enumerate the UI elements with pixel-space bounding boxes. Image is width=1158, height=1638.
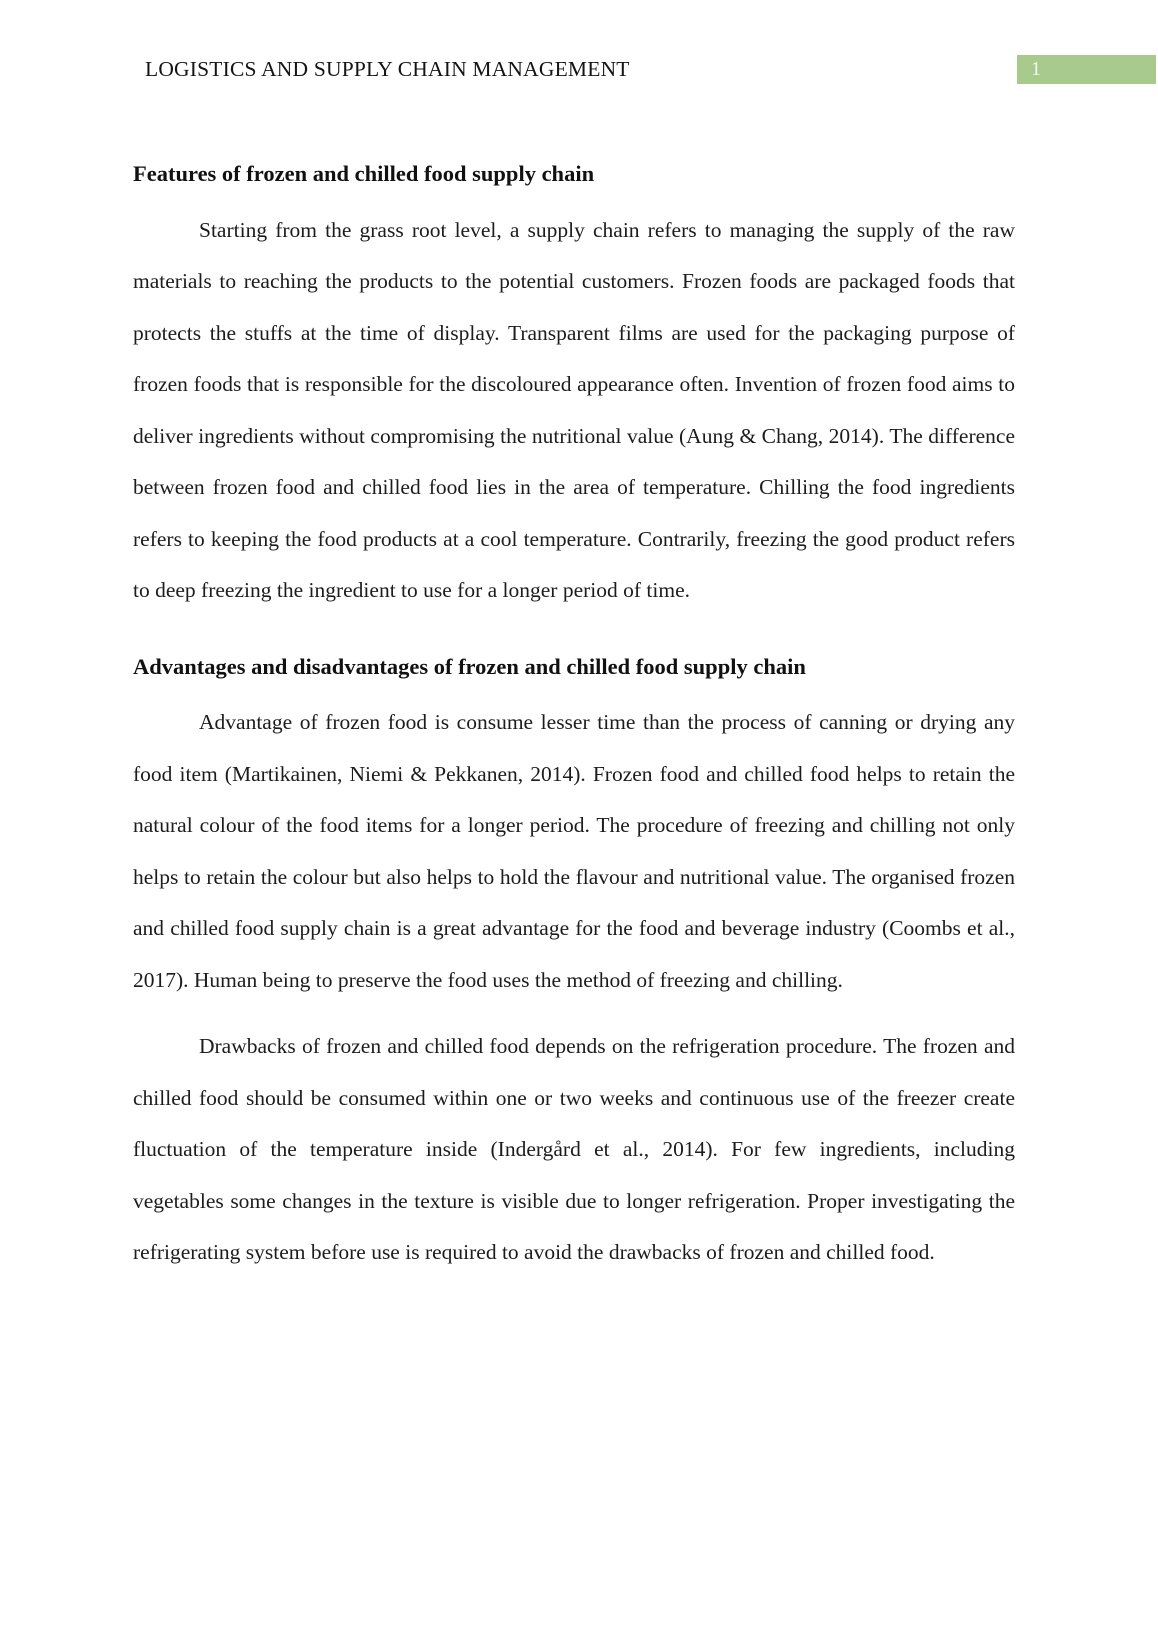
paragraph: Advantage of frozen food is consume lesser time than the process of canning or drying any food item (Martikainen, Niemi & Pekkanen, 2014). Frozen food and chilled food helps to retain the natural colour of the food items for a longer period. The procedure of freezing and chilling not only helps to retain the colour but also helps to hold the flavour and nutritional value. The organised frozen and chilled food supply chain is a great advantage for the food and beverage industry (Coombs et al., 2017). Human being to preserve the food uses the method of freezing and chilling. (133, 710, 1015, 992)
paragraph: Starting from the grass root level, a supply chain refers to managing the supply of the raw materials to reaching the products to the potential customers. Frozen foods are packaged foods that protects the stuffs at the time of display. Transparent films are used for the packaging purpose of frozen foods that is responsible for the discoloured appearance often. Invention of frozen food aims to deliver ingredients without compromising the nutritional value (Aung & Chang, 2014). The difference between frozen food and chilled food lies in the area of temperature. Chilling the food ingredients refers to keeping the food products at a cool temperature. Contrarily, freezing the good product refers to deep freezing the ingredient to use for a longer period of time. (133, 217, 1015, 602)
header-running-title: LOGISTICS AND SUPPLY CHAIN MANAGEMENT (145, 57, 630, 81)
paragraph: Drawbacks of frozen and chilled food depends on the refrigeration procedure. The frozen and chilled food should be consumed within one or two weeks and continuous use of the freezer create fluctuation of the temperature inside (Indergård et al., 2014). For few ingredients, including vegetables some changes in the texture is visible due to longer refrigeration. Proper investigating the refrigerating system before use is required to avoid the drawbacks of frozen and chilled food. (133, 1034, 1015, 1264)
page-number-badge: 1 (1017, 55, 1156, 84)
section-heading-advantages: Advantages and disadvantages of frozen and chilled food supply chain (133, 653, 806, 679)
section-heading-features: Features of frozen and chilled food supply chain (133, 161, 595, 186)
